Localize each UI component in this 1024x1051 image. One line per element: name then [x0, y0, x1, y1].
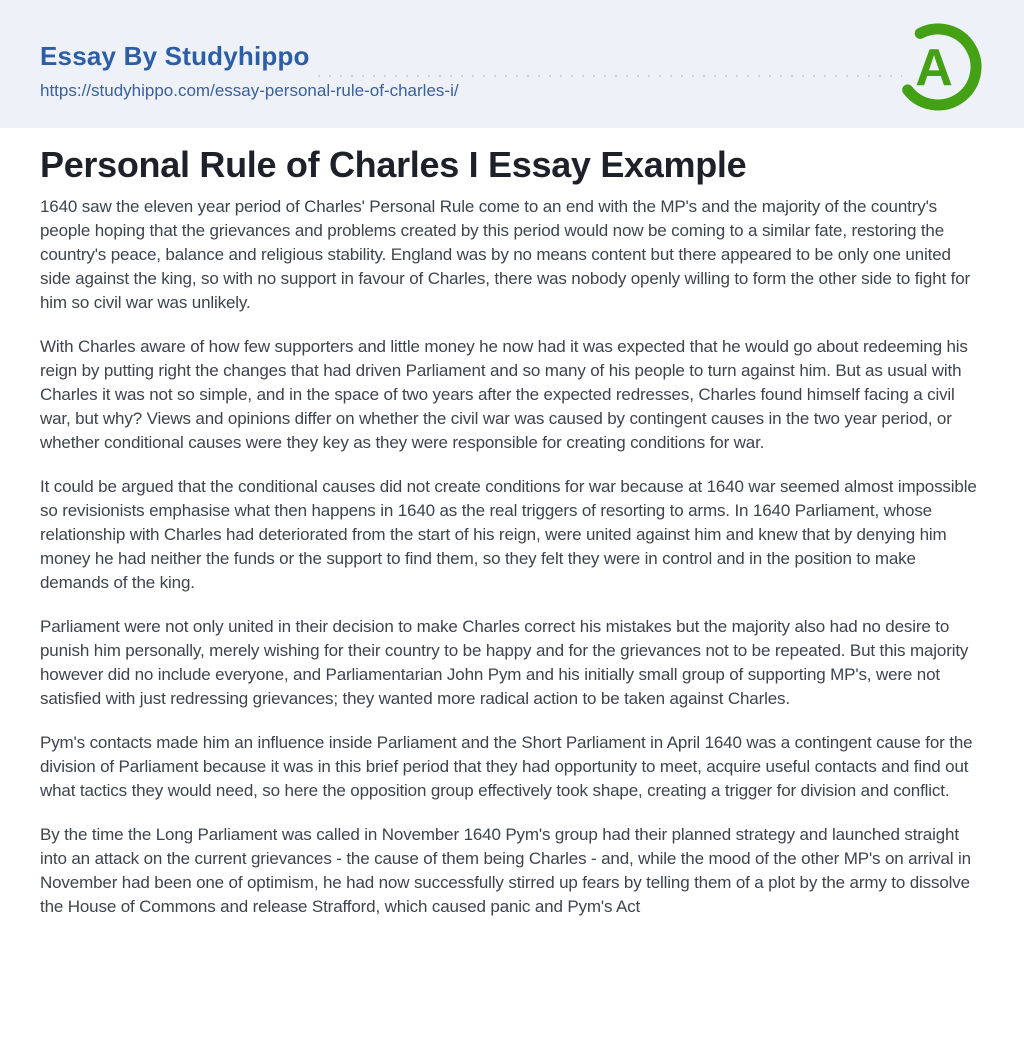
studyhippo-logo — [884, 13, 988, 117]
logo-letter: A — [915, 39, 953, 97]
essay-url-link[interactable]: https://studyhippo.com/essay-personal-rule-of-charles-i/ — [40, 81, 459, 100]
logo-ring-icon — [884, 13, 988, 117]
essay-paragraphs — [40, 195, 984, 919]
essay-paragraph: 1640 saw the eleven year period of Charles' Personal Rule come to an end with the MP's and the majority of the country's people hoping that the grievances and problems created by this period would now be coming to a similar fate, restoring the country's peace, balance and religious stability. England was by no means content but there appeared to be only one united side against the king, so with no support in favour of Charles, there was nobody openly willing to form the other side to fight for him so civil war was unlikely. — [40, 197, 971, 312]
essay-paragraph: With Charles aware of how few supporters and little money he now had it was expected that he would go about redeeming his reign by putting right the changes that had driven Parliament and so many of his people to turn against him. But as usual with Charles it was not so simple, and in the space of two years after the expected redresses, Charles found himself facing a civil war, but why? Views and opinions differ on whether the civil war was caused by contingent causes in the two year period, or whether conditional causes were they key as they were responsible for creating conditions for war. — [40, 337, 968, 452]
essay-paragraph: By the time the Long Parliament was called in November 1640 Pym's group had their planned strategy and launched straight into an attack on the current grievances - the cause of them being Charles - and, while the mood of the other MP's on arrival in November had been one of optimism, he had now successfully stirred up fears by telling them of a plot by the army to dissolve the House of Commons and release Strafford, which caused panic and Pym's Act — [40, 825, 971, 916]
essay-paragraph: It could be argued that the conditional causes did not create conditions for war because at 1640 war seemed almost impossible so revisionists emphasise what then happens in 1640 as the real triggers of resorting to arms. In 1640 Parliament, whose relationship with Charles had deteriorated from the start of his reign, were united against him and knew that by denying him money he had neither the funds or the support to find them, so they felt they were in control and in the position to make demands of the king. — [40, 477, 977, 592]
essay-content — [0, 128, 1024, 919]
essay-title: Personal Rule of Charles I Essay Example — [40, 144, 747, 185]
essay-paragraph: Pym's contacts made him an influence inside Parliament and the Short Parliament in April 1640 was a contingent cause for the division of Parliament because it was in this brief period that they had opportunity to meet, acquire useful contacts and find out what tactics they would need, so here the opposition group effectively took shape, creating a trigger for division and conflict. — [40, 733, 973, 800]
essay-paragraph: Parliament were not only united in their decision to make Charles correct his mistakes but the majority also had no desire to punish him personally, merely wishing for their country to be happy and for the grievances not to be repeated. But this majority however did no include everyone, and Parliamentarian John Pym and his initially small group of supporting MP's, were not satisfied with just redressing grievances; they wanted more radical action to be taken against Charles. — [40, 617, 969, 708]
site-title: Essay By Studyhippo — [40, 41, 310, 71]
dotted-leader — [318, 75, 902, 77]
header — [0, 0, 1024, 128]
